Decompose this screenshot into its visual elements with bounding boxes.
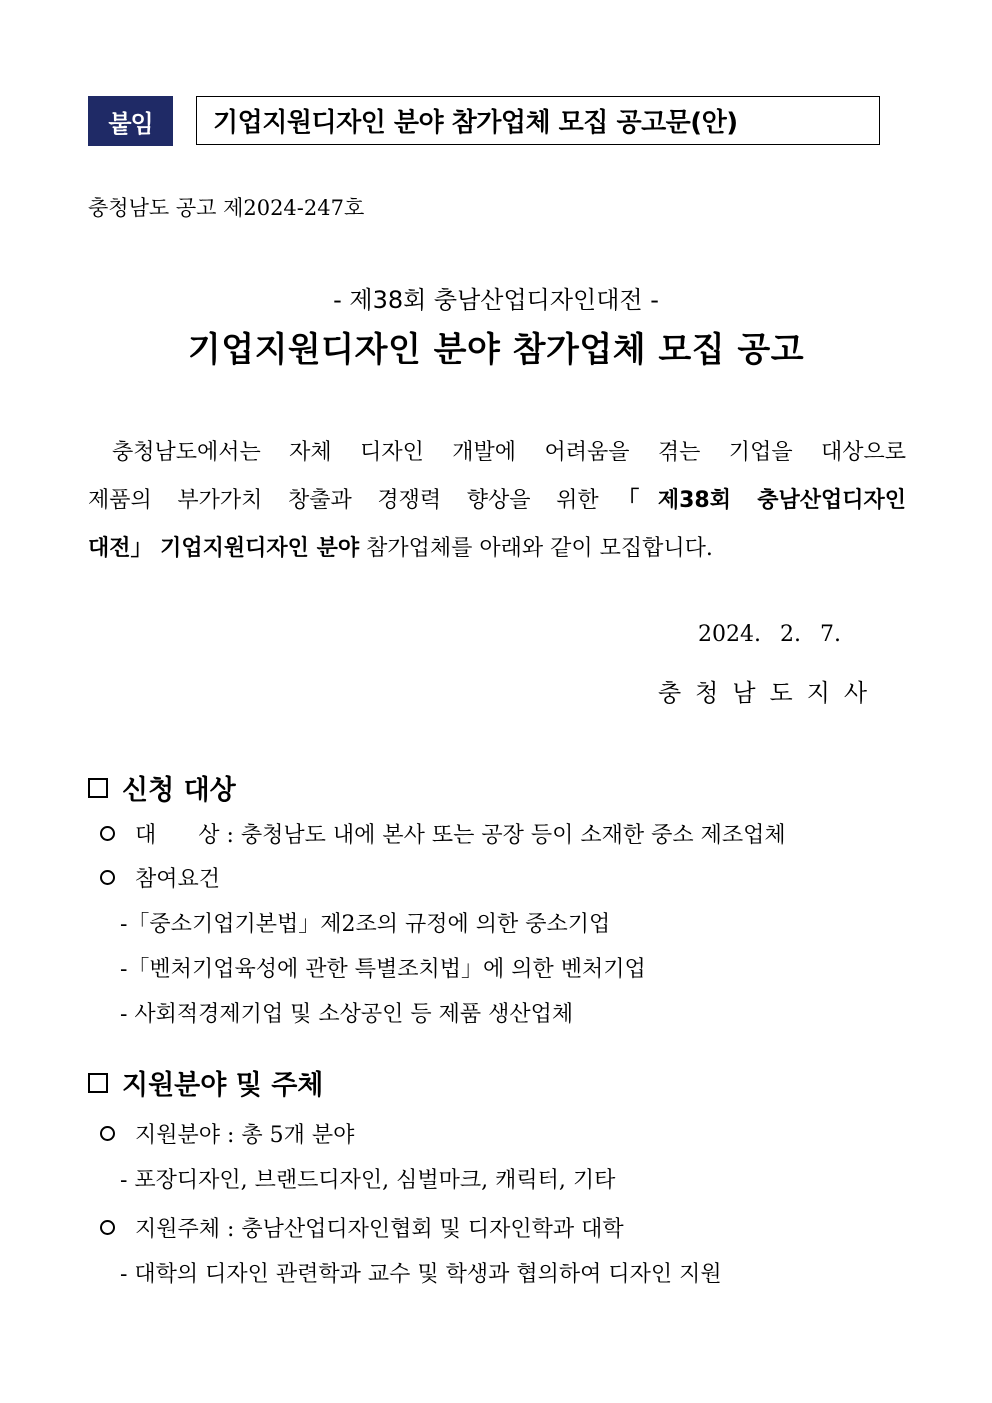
- notice-date: 2024. 2. 7.: [698, 622, 841, 647]
- intro-text-1: 충청남도에서는 자체 디자인 개발에 어려움을 겪는 기업을 대상으로: [112, 440, 906, 465]
- intro-line-2: [88, 484, 906, 518]
- requirement-social-enterprise: - 사회적경제기업 및 소상공인 등 제품 생산업체: [120, 1002, 574, 1027]
- section-support-heading: [88, 1063, 323, 1102]
- circle-bullet-icon: [100, 1126, 115, 1141]
- support-subject-item: [100, 1212, 624, 1243]
- intro-line-3: [88, 532, 906, 566]
- section-eligibility-title: 신청 대상: [122, 775, 236, 806]
- intro-line-1: [88, 436, 906, 470]
- section-support-title: 지원분야 및 주체: [122, 1070, 324, 1101]
- checkbox-square-icon: [88, 1073, 108, 1093]
- document-title-box: 기업지원디자인 분야 참가업체 모집 공고문(안): [196, 96, 880, 145]
- page-title: 기업지원디자인 분야 참가업체 모집 공고: [187, 330, 805, 370]
- eligibility-requirements-item: [100, 862, 220, 893]
- intro-text-3: 참가업체를 아래와 같이 모집합니다.: [359, 536, 713, 561]
- circle-bullet-icon: [100, 870, 115, 885]
- section-eligibility-heading: [88, 768, 236, 807]
- eligibility-requirements-text: 참여요건: [135, 867, 221, 892]
- support-field-item: [100, 1118, 354, 1149]
- notice-number: 충청남도 공고 제2024-247호: [88, 196, 365, 220]
- support-field-list: - 포장디자인, 브랜드디자인, 심벌마크, 캐릭터, 기타: [120, 1168, 616, 1193]
- eligibility-target-item: [100, 818, 786, 849]
- support-subject-text: 지원주체 : 충남산업디자인협회 및 디자인학과 대학: [135, 1217, 624, 1242]
- circle-bullet-icon: [100, 826, 115, 841]
- issuer-name: 충청남도지사: [658, 679, 882, 707]
- eligibility-target-text: 대 상 : 충청남도 내에 본사 또는 공장 등이 소재한 중소 제조업체: [135, 823, 786, 848]
- event-subtitle: - 제38회 충남산업디자인대전 -: [333, 286, 659, 314]
- attachment-badge: 붙임: [88, 96, 173, 146]
- requirement-sme: -「중소기업기본법」제2조의 규정에 의한 중소기업: [120, 912, 611, 937]
- intro-text-2: 제품의 부가가치 창출과 경쟁력 향상을 위한: [88, 488, 599, 513]
- intro-bold-3: 대전」 기업지원디자인 분야: [88, 536, 360, 561]
- checkbox-square-icon: [88, 778, 108, 798]
- support-field-text: 지원분야 : 총 5개 분야: [135, 1123, 355, 1148]
- circle-bullet-icon: [100, 1220, 115, 1235]
- intro-bold-2: 「제38회 충남산업디자인: [598, 488, 906, 513]
- support-subject-detail: - 대학의 디자인 관련학과 교수 및 학생과 협의하여 디자인 지원: [120, 1262, 722, 1287]
- requirement-venture: -「벤처기업육성에 관한 특별조치법」에 의한 벤처기업: [120, 957, 646, 982]
